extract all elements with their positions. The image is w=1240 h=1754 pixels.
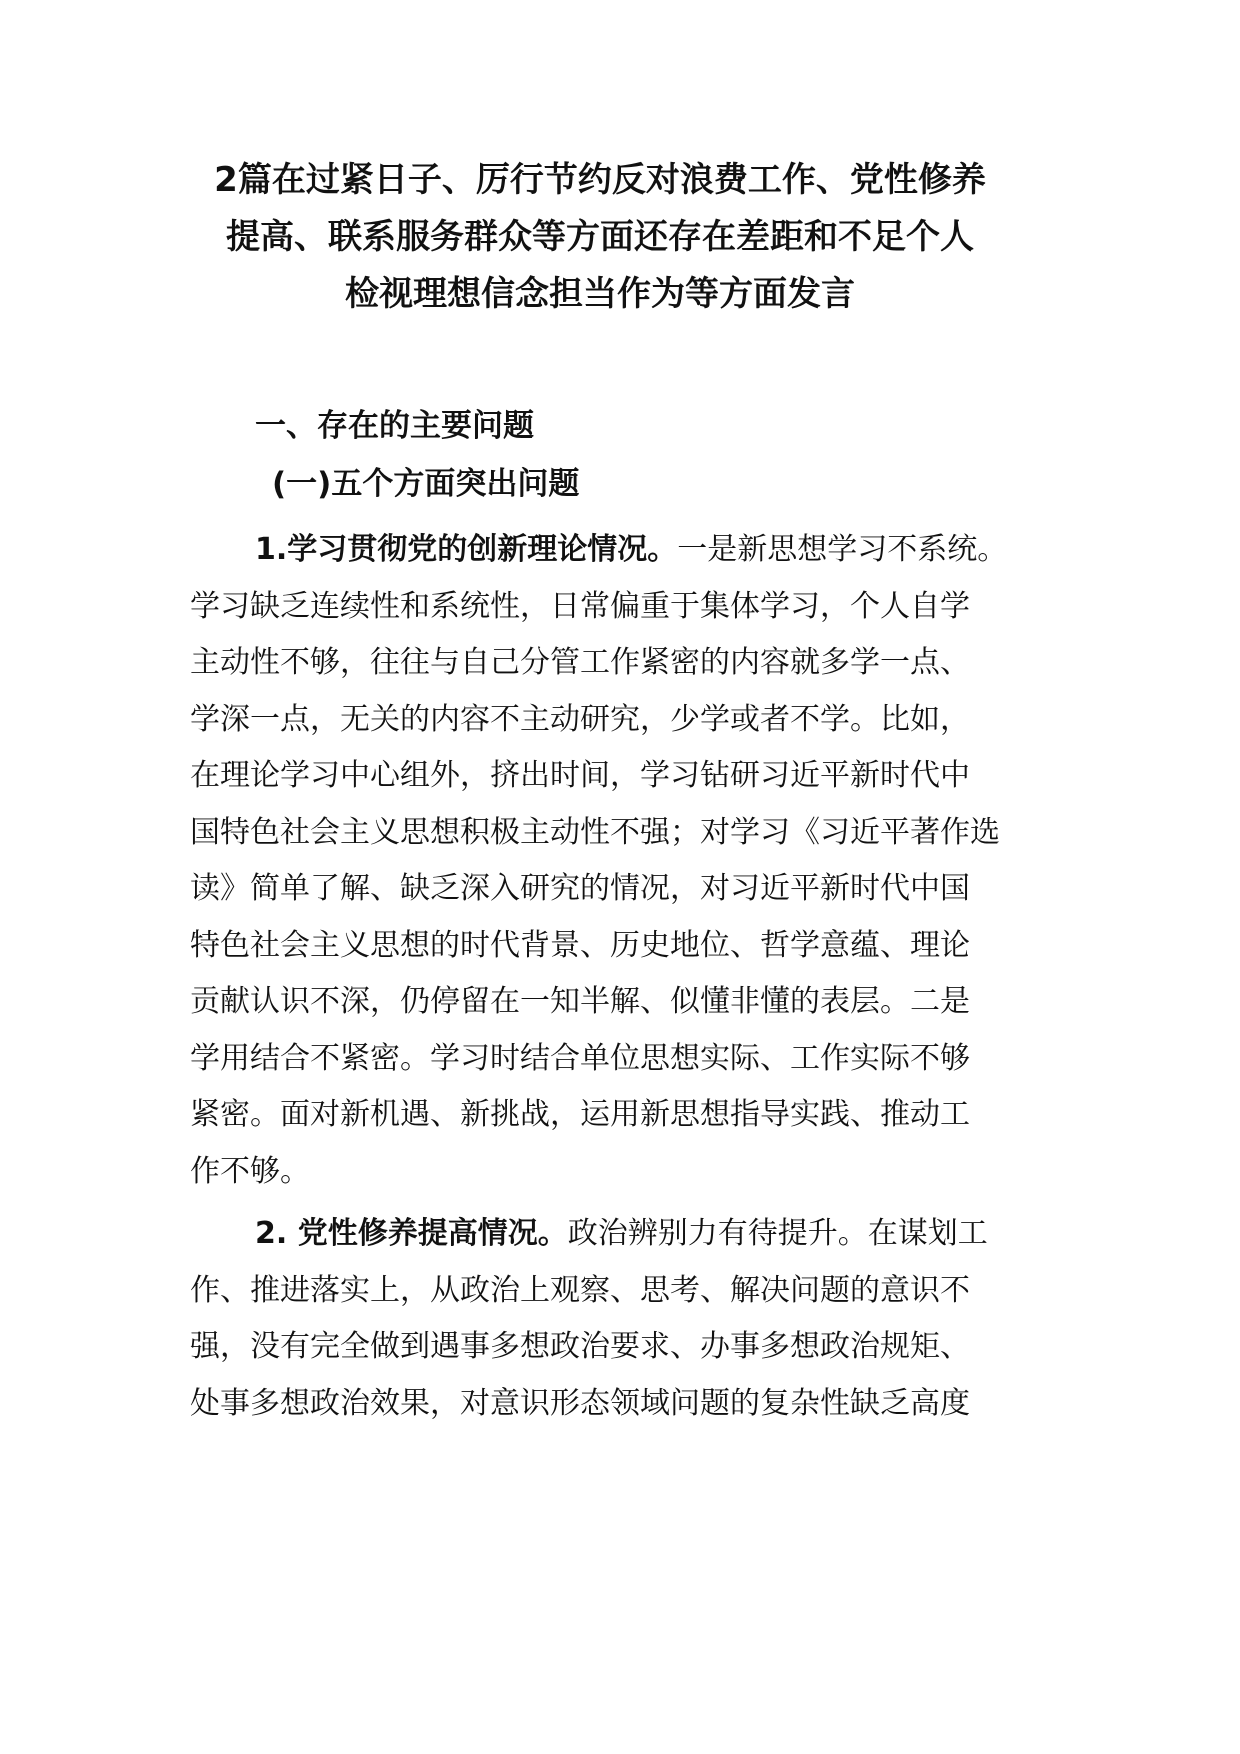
title-line-2: 提高、联系服务群众等方面还存在差距和不足个人 (226, 217, 974, 257)
paragraph-2 (190, 1206, 1090, 1432)
paragraph-1-first-line-text: 一是新思想学习不系统。 (677, 532, 1008, 567)
paragraph-line: 作不够。 (190, 1153, 310, 1189)
paragraph-2-first-line-text: 政治辨别力有待提升。在谋划工 (567, 1216, 988, 1251)
paragraph-line: 紧密。面对新机遇、新挑战，运用新思想指导实践、推动工 (190, 1097, 970, 1132)
paragraph-line: 学习缺乏连续性和系统性，日常偏重于集体学习，个人自学 (190, 588, 970, 624)
paragraph-1-lead: 1.学习贯彻党的创新理论情况。 (255, 532, 678, 567)
document-title (150, 152, 1050, 323)
paragraph-line: 作、推进落实上，从政治上观察、思考、解决问题的意识不 (190, 1272, 970, 1308)
paragraph-line: 读》简单了解、缺乏深入研究的情况，对习近平新时代中国 (190, 871, 970, 906)
paragraph-line: 学深一点，无关的内容不主动研究，少学或者不学。比如， (190, 701, 970, 737)
paragraph-line: 主动性不够，往往与自己分管工作紧密的内容就多学一点、 (190, 645, 970, 680)
paragraph-line: 在理论学习中心组外，挤出时间，学习钻研习近平新时代中 (190, 758, 970, 793)
paragraph-line: 国特色社会主义思想积极主动性不强；对学习《习近平著作选 (190, 814, 1000, 850)
title-line-3: 检视理想信念担当作为等方面发言 (345, 274, 855, 314)
paragraph-line: 处事多想政治效果，对意识形态领域问题的复杂性缺乏高度 (190, 1385, 970, 1421)
title-line-1: 2篇在过紧日子、厉行节约反对浪费工作、党性修养 (214, 160, 986, 200)
paragraph-line: 贡献认识不深，仍停留在一知半解、似懂非懂的表层。二是 (190, 984, 970, 1019)
paragraph-line: 学用结合不紧密。学习时结合单位思想实际、工作实际不够 (190, 1040, 970, 1076)
paragraph-2-first-line (190, 1206, 1090, 1263)
paragraph-1 (190, 522, 1090, 1200)
section-heading: 一、存在的主要问题 (255, 408, 534, 444)
subsection-heading: (一)五个方面突出问题 (272, 466, 580, 502)
paragraph-1-first-line (190, 522, 1090, 579)
paragraph-line: 特色社会主义思想的时代背景、历史地位、哲学意蕴、理论 (190, 927, 970, 963)
paragraph-2-lead: 2. 党性修养提高情况。 (255, 1216, 568, 1251)
paragraph-line: 强，没有完全做到遇事多想政治要求、办事多想政治规矩、 (190, 1329, 970, 1364)
